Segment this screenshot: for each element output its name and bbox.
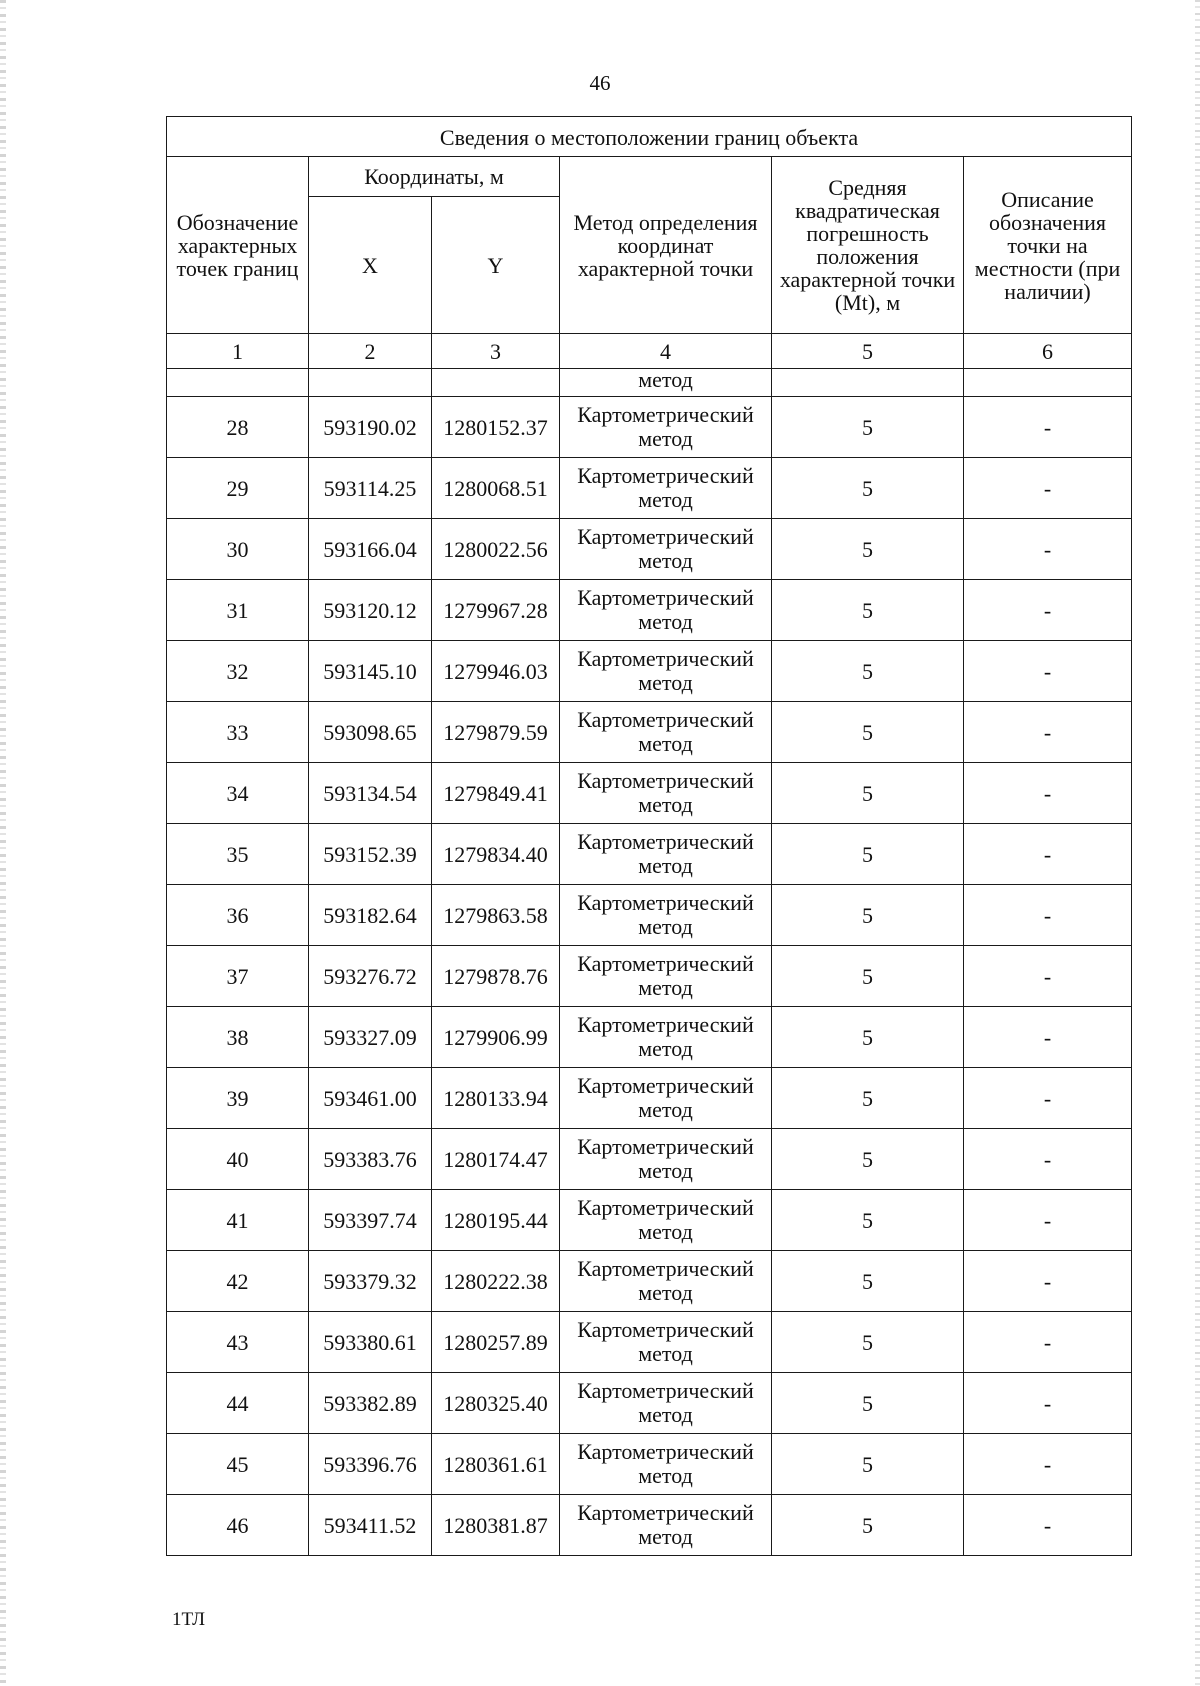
header-point: Обозначение характерных точек границ — [167, 157, 309, 334]
cell-error: 5 — [772, 458, 964, 519]
cell-description — [964, 369, 1132, 397]
table-row — [167, 397, 1132, 458]
cell-x: 593397.74 — [309, 1190, 432, 1251]
cell-point: 46 — [167, 1495, 309, 1556]
cell-x: 593120.12 — [309, 580, 432, 641]
cell-error: 5 — [772, 1068, 964, 1129]
cell-x: 593396.76 — [309, 1434, 432, 1495]
cell-method: Картометрический метод — [560, 1251, 772, 1312]
cell-method: Картометрический метод — [560, 458, 772, 519]
cell-method: Картометрический метод — [560, 580, 772, 641]
column-number: 6 — [964, 334, 1132, 369]
cell-y: 1280257.89 — [432, 1312, 560, 1373]
column-numbers-row — [167, 334, 1132, 369]
cell-method: Картометрический метод — [560, 1007, 772, 1068]
page-number: 46 — [589, 71, 611, 95]
cell-method: Картометрический метод — [560, 1495, 772, 1556]
cell-y: 1280195.44 — [432, 1190, 560, 1251]
cell-error: 5 — [772, 397, 964, 458]
cell-description: - — [964, 519, 1132, 580]
cell-error: 5 — [772, 1007, 964, 1068]
cell-point: 29 — [167, 458, 309, 519]
cell-y: 1280381.87 — [432, 1495, 560, 1556]
table-row — [167, 1495, 1132, 1556]
cell-point — [167, 369, 309, 397]
table-row — [167, 1068, 1132, 1129]
cell-y: 1280068.51 — [432, 458, 560, 519]
cell-point: 35 — [167, 824, 309, 885]
cell-x: 593190.02 — [309, 397, 432, 458]
table-caption: Сведения о местоположении границ объекта — [167, 117, 1132, 157]
cell-description: - — [964, 580, 1132, 641]
cell-point: 41 — [167, 1190, 309, 1251]
scan-edge-right — [1195, 0, 1200, 1686]
cell-method: Картометрический метод — [560, 1190, 772, 1251]
cell-point: 36 — [167, 885, 309, 946]
scan-edge-left — [0, 0, 6, 1686]
cell-y: 1279849.41 — [432, 763, 560, 824]
cell-description: - — [964, 458, 1132, 519]
table-row — [167, 946, 1132, 1007]
cell-x: 593152.39 — [309, 824, 432, 885]
cell-point: 43 — [167, 1312, 309, 1373]
cell-method: Картометрический метод — [560, 885, 772, 946]
table-caption-row — [167, 117, 1132, 157]
footer-code: 1ТЛ — [172, 1609, 206, 1630]
cell-x: 593379.32 — [309, 1251, 432, 1312]
cell-y: 1279946.03 — [432, 641, 560, 702]
cell-description: - — [964, 1434, 1132, 1495]
cell-y: 1279878.76 — [432, 946, 560, 1007]
cell-error: 5 — [772, 946, 964, 1007]
cell-description: - — [964, 702, 1132, 763]
table-row — [167, 1434, 1132, 1495]
cell-description: - — [964, 1190, 1132, 1251]
cell-method: Картометрический метод — [560, 397, 772, 458]
cell-x: 593114.25 — [309, 458, 432, 519]
cell-error: 5 — [772, 641, 964, 702]
cell-error: 5 — [772, 763, 964, 824]
cell-y: 1280361.61 — [432, 1434, 560, 1495]
cell-x: 593276.72 — [309, 946, 432, 1007]
cell-description: - — [964, 1495, 1132, 1556]
header-x: X — [309, 197, 432, 334]
cell-y: 1280325.40 — [432, 1373, 560, 1434]
cell-method: Картометрический метод — [560, 641, 772, 702]
cell-method: Картометрический метод — [560, 702, 772, 763]
header-method: Метод определения координат характерной точки — [560, 157, 772, 334]
cell-method: Картометрический метод — [560, 519, 772, 580]
column-number: 5 — [772, 334, 964, 369]
cell-description: - — [964, 1007, 1132, 1068]
header-row-top — [167, 157, 1132, 197]
cell-y: 1280133.94 — [432, 1068, 560, 1129]
cell-error: 5 — [772, 1495, 964, 1556]
table-row — [167, 1190, 1132, 1251]
table-row — [167, 1007, 1132, 1068]
cell-description: - — [964, 1068, 1132, 1129]
cell-point: 44 — [167, 1373, 309, 1434]
table-row — [167, 702, 1132, 763]
column-number: 2 — [309, 334, 432, 369]
cell-point: 39 — [167, 1068, 309, 1129]
cell-y — [432, 369, 560, 397]
cell-error: 5 — [772, 1190, 964, 1251]
cell-description: - — [964, 763, 1132, 824]
header-y: Y — [432, 197, 560, 334]
cell-error — [772, 369, 964, 397]
cell-x: 593411.52 — [309, 1495, 432, 1556]
cell-point: 37 — [167, 946, 309, 1007]
cell-x: 593327.09 — [309, 1007, 432, 1068]
table-row — [167, 824, 1132, 885]
cell-point: 45 — [167, 1434, 309, 1495]
cell-point: 34 — [167, 763, 309, 824]
table-row — [167, 458, 1132, 519]
cell-error: 5 — [772, 1434, 964, 1495]
cell-x: 593380.61 — [309, 1312, 432, 1373]
table-row — [167, 885, 1132, 946]
cell-error: 5 — [772, 824, 964, 885]
table-row — [167, 641, 1132, 702]
cell-method: метод — [560, 369, 772, 397]
header-error: Средняя квадратическая погрешность положения характерной точки (Mt), м — [772, 157, 964, 334]
cell-description: - — [964, 824, 1132, 885]
cell-x: 593166.04 — [309, 519, 432, 580]
cell-description: - — [964, 1251, 1132, 1312]
header-description: Описание обозначения точки на местности (при наличии) — [964, 157, 1132, 334]
table-row — [167, 519, 1132, 580]
cell-description: - — [964, 1129, 1132, 1190]
cell-error: 5 — [772, 519, 964, 580]
cell-x: 593145.10 — [309, 641, 432, 702]
column-number: 4 — [560, 334, 772, 369]
cell-point: 32 — [167, 641, 309, 702]
cell-x: 593461.00 — [309, 1068, 432, 1129]
cell-point: 31 — [167, 580, 309, 641]
cell-method: Картометрический метод — [560, 1373, 772, 1434]
cell-y: 1280152.37 — [432, 397, 560, 458]
cell-point: 42 — [167, 1251, 309, 1312]
cell-y: 1279834.40 — [432, 824, 560, 885]
cell-description: - — [964, 397, 1132, 458]
cell-x: 593383.76 — [309, 1129, 432, 1190]
boundary-coordinates-table — [166, 116, 1132, 1556]
cell-x: 593182.64 — [309, 885, 432, 946]
cell-x: 593382.89 — [309, 1373, 432, 1434]
cell-method: Картометрический метод — [560, 1068, 772, 1129]
cell-x: 593098.65 — [309, 702, 432, 763]
cell-error: 5 — [772, 1129, 964, 1190]
cell-method: Картометрический метод — [560, 946, 772, 1007]
cell-point: 33 — [167, 702, 309, 763]
cell-y: 1279967.28 — [432, 580, 560, 641]
cell-error: 5 — [772, 580, 964, 641]
cell-error: 5 — [772, 1312, 964, 1373]
cell-method: Картометрический метод — [560, 824, 772, 885]
cell-point: 30 — [167, 519, 309, 580]
cell-y: 1279863.58 — [432, 885, 560, 946]
table-row — [167, 1129, 1132, 1190]
cell-method: Картометрический метод — [560, 763, 772, 824]
cell-method: Картометрический метод — [560, 1434, 772, 1495]
cell-y: 1280022.56 — [432, 519, 560, 580]
column-number: 3 — [432, 334, 560, 369]
cell-point: 38 — [167, 1007, 309, 1068]
continuation-row — [167, 369, 1132, 397]
header-coordinates: Координаты, м — [309, 157, 560, 197]
table-row — [167, 1312, 1132, 1373]
table-row — [167, 1251, 1132, 1312]
table-row — [167, 763, 1132, 824]
cell-y: 1280174.47 — [432, 1129, 560, 1190]
cell-description: - — [964, 946, 1132, 1007]
table-row — [167, 580, 1132, 641]
cell-method: Картометрический метод — [560, 1312, 772, 1373]
cell-error: 5 — [772, 1373, 964, 1434]
cell-y: 1279906.99 — [432, 1007, 560, 1068]
cell-x — [309, 369, 432, 397]
cell-description: - — [964, 1373, 1132, 1434]
cell-description: - — [964, 641, 1132, 702]
column-number: 1 — [167, 334, 309, 369]
cell-error: 5 — [772, 702, 964, 763]
cell-x: 593134.54 — [309, 763, 432, 824]
cell-description: - — [964, 1312, 1132, 1373]
cell-description: - — [964, 885, 1132, 946]
cell-y: 1279879.59 — [432, 702, 560, 763]
cell-y: 1280222.38 — [432, 1251, 560, 1312]
cell-point: 28 — [167, 397, 309, 458]
cell-point: 40 — [167, 1129, 309, 1190]
cell-error: 5 — [772, 885, 964, 946]
cell-method: Картометрический метод — [560, 1129, 772, 1190]
cell-error: 5 — [772, 1251, 964, 1312]
table-row — [167, 1373, 1132, 1434]
